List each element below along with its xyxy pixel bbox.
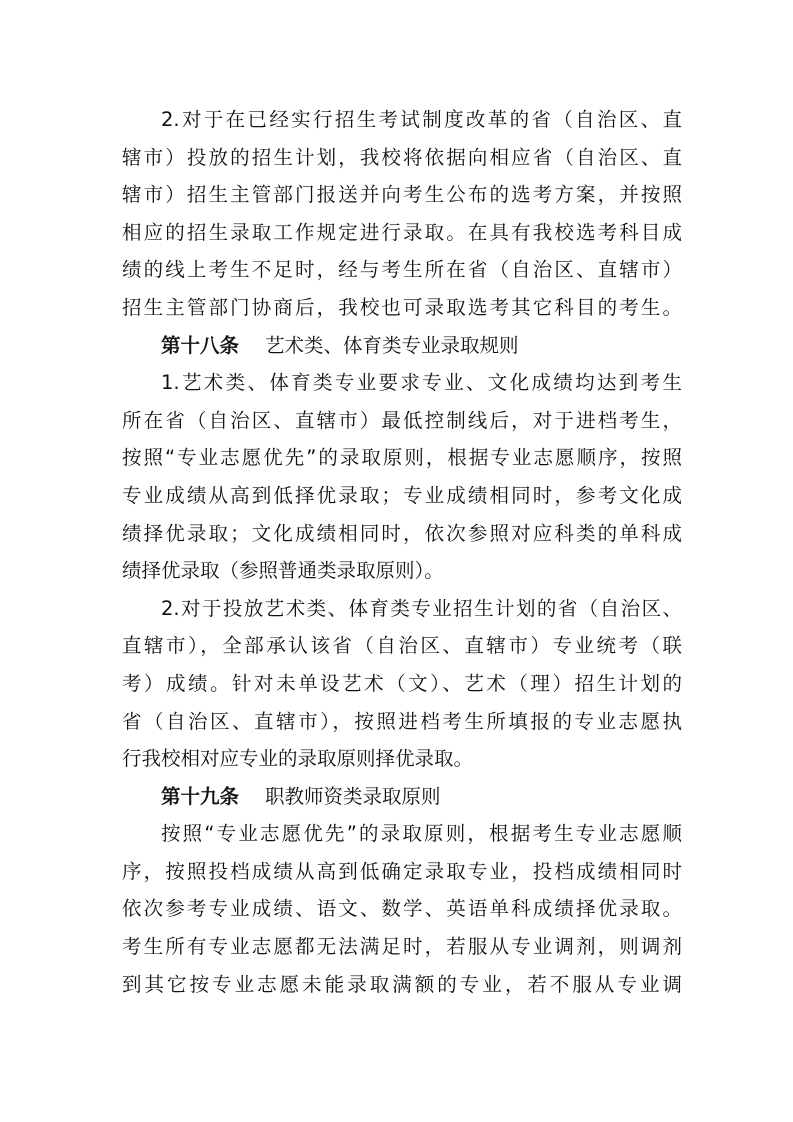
article-title: 职教师资类录取原则 [265, 784, 441, 808]
article-number: 第十八条 [161, 333, 240, 357]
paragraph-line: 到其它按专业志愿未能录取满额的专业，若不服从专业调 [122, 972, 682, 996]
paragraph-line: 1.艺术类、体育类专业要求专业、文化成绩均达到考生 [161, 371, 682, 395]
paragraph-line: 考生所有专业志愿都无法满足时，若服从专业调剂，则调剂 [122, 935, 682, 959]
paragraph-line: 依次参考专业成绩、语文、数学、英语单科成绩择优录取。 [122, 897, 682, 921]
paragraph-line: 辖市）招生主管部门报送并向考生公布的选考方案，并按照 [122, 183, 682, 207]
paragraph-line: 按照“专业志愿优先”的录取原则，根据专业志愿顺序，按照 [122, 446, 682, 470]
paragraph-line: 相应的招生录取工作规定进行录取。在具有我校选考科目成 [122, 220, 682, 244]
paragraph-line: 辖市）投放的招生计划，我校将依据向相应省（自治区、直 [122, 145, 682, 169]
article-heading-18 [122, 327, 682, 365]
article-heading-19 [122, 778, 682, 816]
document-body [122, 101, 682, 1003]
paragraph-line: 绩的线上考生不足时，经与考生所在省（自治区、直辖市） [122, 258, 682, 282]
article-title: 艺术类、体育类专业录取规则 [265, 333, 519, 357]
paragraph-line: 考）成绩。针对未单设艺术（文）、艺术（理）招生计划的 [122, 671, 682, 695]
paragraph-line: 省（自治区、直辖市），按照进档考生所填报的专业志愿执 [122, 709, 682, 733]
paragraph-line: 行我校相对应专业的录取原则择优录取。 [122, 747, 474, 771]
paragraph-line: 绩择优录取（参照普通类录取原则）。 [122, 559, 444, 583]
paragraph-line: 专业成绩从高到低择优录取；专业成绩相同时，参考文化成 [122, 483, 682, 507]
paragraph-line: 按照“专业志愿优先”的录取原则，根据考生专业志愿顺 [161, 822, 682, 846]
paragraph-line: 2.对于投放艺术类、体育类专业招生计划的省（自治区、 [161, 596, 682, 620]
paragraph-line: 2.对于在已经实行招生考试制度改革的省（自治区、直 [161, 108, 682, 131]
paragraph-line: 招生主管部门协商后，我校也可录取选考其它科目的考生。 [122, 295, 682, 319]
paragraph-line: 直辖市），全部承认该省（自治区、直辖市）专业统考（联 [122, 634, 682, 658]
article-number: 第十九条 [161, 784, 240, 808]
paragraph-line: 序，按照投档成绩从高到低确定录取专业，投档成绩相同时 [122, 859, 682, 883]
paragraph-line: 绩择优录取；文化成绩相同时，依次参照对应科类的单科成 [122, 521, 682, 545]
paragraph-line: 所在省（自治区、直辖市）最低控制线后，对于进档考生， [122, 408, 682, 432]
